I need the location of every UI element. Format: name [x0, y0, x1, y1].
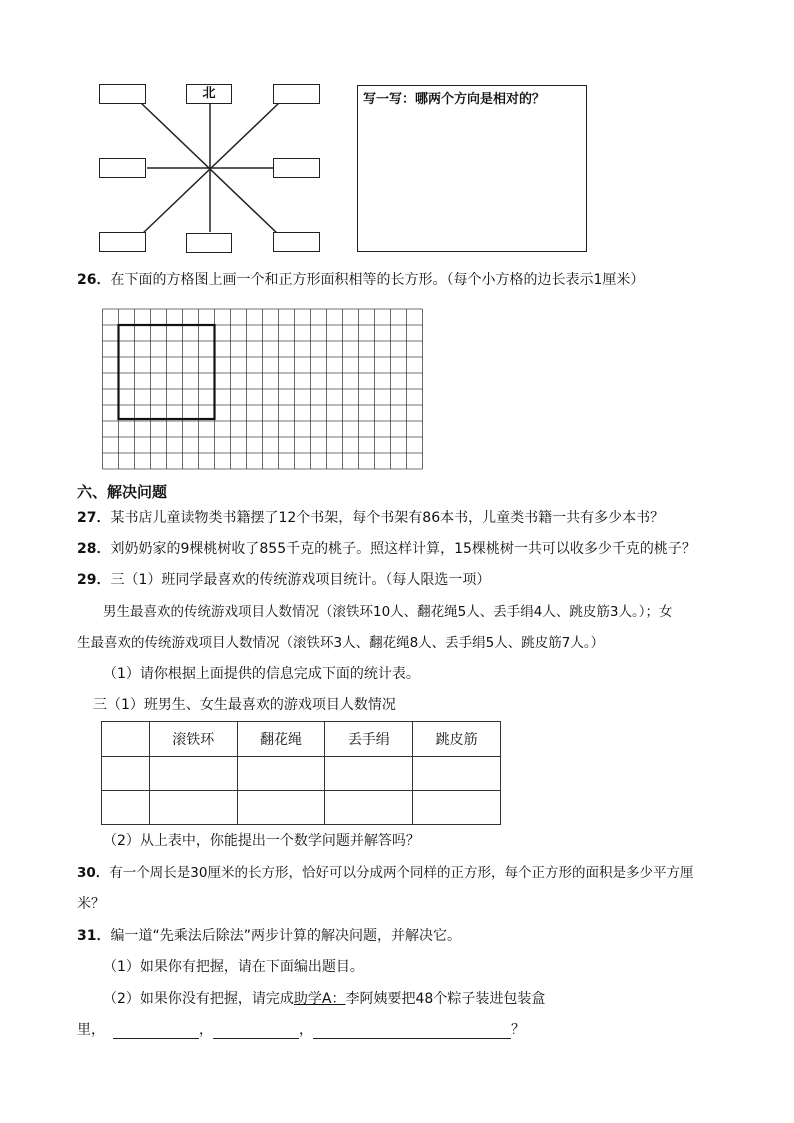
section-title: 六、解决问题: [77, 483, 168, 501]
north-label: 北: [202, 86, 216, 101]
square-grid[interactable]: [100, 308, 426, 470]
q31-fill-line: [77, 1021, 525, 1039]
table-cell[interactable]: [102, 791, 150, 825]
question-31: [77, 927, 461, 945]
direction-box-northeast[interactable]: [273, 84, 320, 104]
question-text: 编一道“先乘法后除法”两步计算的解决问题，并解决它。: [110, 928, 461, 944]
q31-sub2-prefix: （2）如果你没有把握，请完成: [103, 991, 294, 1007]
direction-box-southeast[interactable]: [273, 232, 320, 252]
q29-sub-question-1: （1）请你根据上面提供的信息完成下面的统计表。: [103, 666, 420, 682]
statistics-table: [101, 721, 501, 825]
table-header-cell: 翻花绳: [237, 722, 325, 757]
table-header-corner: [102, 722, 150, 757]
question-26: [77, 271, 644, 289]
question-29: [77, 571, 490, 589]
question-number: 29．: [77, 572, 111, 588]
question-30: [77, 864, 693, 882]
question-28: [77, 540, 696, 558]
q29-paragraph-line-1: 男生最喜欢的传统游戏项目人数情况（滚铁环10人、翻花绳5人、丢手绢4人、跳皮筋3人。）；女: [103, 604, 673, 620]
table-row[interactable]: [102, 757, 501, 791]
direction-box-west[interactable]: [99, 158, 146, 178]
table-cell[interactable]: [102, 757, 150, 791]
table-title: 三（1）班男生、女生最喜欢的游戏项目人数情况: [93, 697, 396, 713]
answer-box-prompt: 写一写：哪两个方向是相对的？: [363, 92, 546, 107]
fill-line-end: ？: [511, 1022, 525, 1038]
separator-1: ，: [199, 1022, 213, 1038]
q29-sub-question-2: （2）从上表中，你能提出一个数学问题并解答吗？: [103, 833, 420, 849]
table-cell[interactable]: [237, 757, 325, 791]
direction-box-south[interactable]: [186, 233, 232, 253]
table-cell[interactable]: [149, 791, 237, 825]
blank-1[interactable]: [113, 1022, 199, 1039]
direction-box-north: [186, 84, 232, 104]
fill-line-start: 里，: [77, 1022, 105, 1038]
question-text: 某书店儿童读物类书籍摆了12个书架，每个书架有86本书，儿童类书籍一共有多少本书？: [110, 510, 665, 526]
question-text: 刘奶奶家的9棵桃树收了855千克的桃子。照这样计算，15棵桃树一共可以收多少千克的桃子？: [110, 541, 696, 557]
q31-sub-question-1: （1）如果你有把握，请在下面编出题目。: [103, 959, 364, 975]
question-text: 三（1）班同学最喜欢的传统游戏项目统计。（每人限选一项）: [110, 572, 491, 588]
blank-2[interactable]: [213, 1022, 299, 1039]
table-header-cell: 跳皮筋: [413, 722, 501, 757]
question-number: 27．: [77, 510, 111, 526]
table-cell[interactable]: [237, 791, 325, 825]
blank-3[interactable]: [313, 1022, 511, 1039]
q31-sub2-rest: 李阿姨要把48个粽子装进包装盒: [345, 991, 546, 1007]
question-number: 31．: [77, 928, 111, 944]
question-number: 26．: [77, 272, 111, 288]
answer-box[interactable]: [357, 85, 587, 252]
helper-label: 助学A：: [293, 991, 346, 1007]
table-header-cell: 滚铁环: [149, 722, 237, 757]
table-cell[interactable]: [413, 757, 501, 791]
direction-box-northwest[interactable]: [99, 84, 146, 104]
q29-paragraph-line-2: 生最喜欢的传统游戏项目人数情况（滚铁环3人、翻花绳8人、丢手绢5人、跳皮筋7人。）: [77, 635, 605, 651]
direction-box-southwest[interactable]: [99, 232, 146, 252]
separator-2: ，: [299, 1022, 313, 1038]
question-text: 有一个周长是30厘米的长方形，恰好可以分成两个同样的正方形，每个正方形的面积是多少平方厘: [109, 865, 694, 881]
question-27: [77, 509, 664, 527]
table-cell[interactable]: [149, 757, 237, 791]
table-cell[interactable]: [325, 757, 413, 791]
question-30-line-2: 米？: [77, 896, 105, 912]
table-cell[interactable]: [413, 791, 501, 825]
question-number: 28．: [77, 541, 111, 557]
question-number: 30．: [77, 865, 110, 881]
direction-box-east[interactable]: [273, 158, 320, 178]
table-header-cell: 丢手绢: [325, 722, 413, 757]
q31-sub-question-2: [103, 990, 545, 1008]
table-header-row: [102, 722, 501, 757]
table-cell[interactable]: [325, 791, 413, 825]
table-row[interactable]: [102, 791, 501, 825]
question-text: 在下面的方格图上画一个和正方形面积相等的长方形。（每个小方格的边长表示1厘米）: [110, 272, 645, 288]
